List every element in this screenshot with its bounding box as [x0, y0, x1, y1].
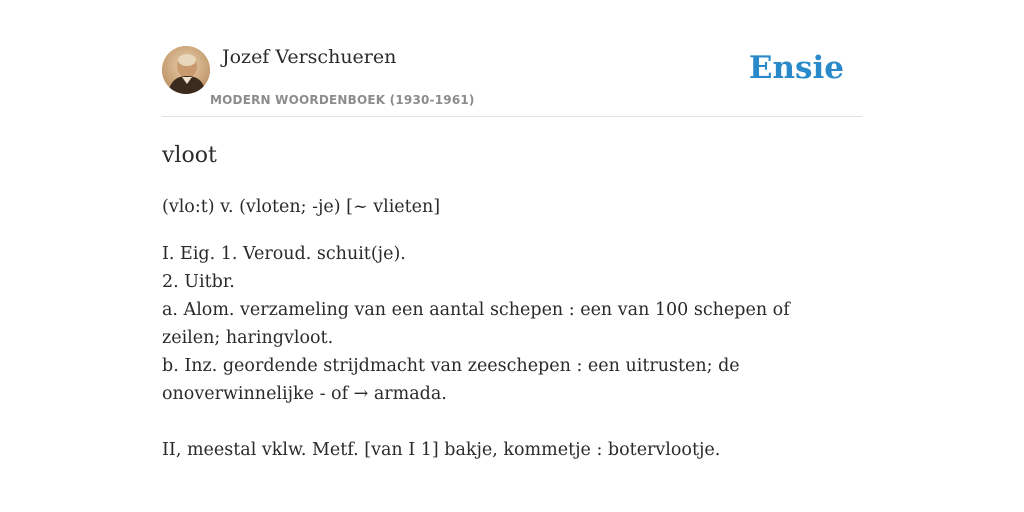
definition-line: II, meestal vklw. Metf. [van I 1] bakje, kommetje : botervlootje. [162, 440, 721, 460]
definition-line: a. Alom. verzameling van een aantal schepen : een van 100 schepen of zeilen; haringvloot. [162, 300, 790, 348]
entry-card [162, 44, 862, 464]
ensie-logo[interactable]: Ensie [748, 50, 844, 86]
source-label[interactable]: MODERN WOORDENBOEK (1930-1961) [210, 93, 475, 107]
definition-line: 2. Uitbr. [162, 272, 235, 292]
entry-title: vloot [162, 143, 217, 168]
entry-grammar: (vlo:t) v. (vloten; -je) [~ vlieten] [162, 197, 441, 217]
entry-header [162, 44, 862, 117]
entry-definition [162, 240, 852, 464]
paragraph-gap [162, 408, 852, 436]
definition-line: b. Inz. geordende strijdmacht van zeeschepen : een uitrusten; de onoverwinnelijke - of → armada. [162, 356, 740, 404]
portrait-image [162, 46, 210, 94]
author-avatar[interactable] [162, 46, 210, 94]
author-name[interactable]: Jozef Verschueren [222, 46, 397, 68]
definition-line: I. Eig. 1. Veroud. schuit(je). [162, 244, 406, 264]
